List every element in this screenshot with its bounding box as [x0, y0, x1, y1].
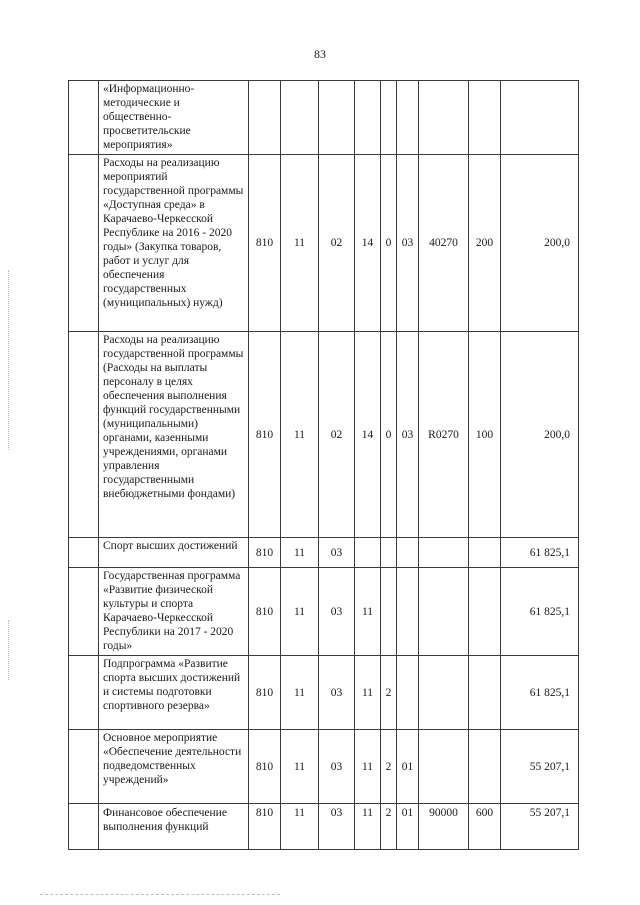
expense-name: Основное мероприятие «Обеспечение деятельности подведомственных учреждений» — [99, 730, 249, 804]
subprogram-code — [381, 538, 397, 568]
section-code: 11 — [281, 656, 319, 730]
program-code: 11 — [355, 730, 381, 804]
expense-type-code: 200 — [469, 155, 501, 332]
table-row — [69, 332, 579, 538]
budget-table — [68, 80, 579, 850]
main-event-code: 03 — [397, 332, 419, 538]
amount: 55 207,1 — [501, 730, 579, 804]
expense-type-code — [469, 656, 501, 730]
amount — [501, 81, 579, 155]
expense-type-code — [469, 568, 501, 656]
row-index-cell — [69, 155, 99, 332]
program-code: 11 — [355, 568, 381, 656]
amount: 200,0 — [501, 155, 579, 332]
table-row — [69, 538, 579, 568]
subsection-code: 03 — [319, 568, 355, 656]
expense-name: «Информационно-методические и общественно-просветительские мероприятия» — [99, 81, 249, 155]
section-code: 11 — [281, 332, 319, 538]
direction-code — [419, 656, 469, 730]
subsection-code: 02 — [319, 332, 355, 538]
amount: 61 825,1 — [501, 656, 579, 730]
footer-rule — [40, 894, 280, 895]
admin-code: 810 — [249, 568, 281, 656]
amount: 55 207,1 — [501, 804, 579, 850]
section-code: 11 — [281, 538, 319, 568]
direction-code — [419, 568, 469, 656]
subsection-code: 03 — [319, 656, 355, 730]
section-code: 11 — [281, 568, 319, 656]
admin-code: 810 — [249, 332, 281, 538]
subprogram-code: 2 — [381, 804, 397, 850]
expense-name: Расходы на реализацию государственной программы (Расходы на выплаты персоналу в целях обеспечения выполнения функций государственными (муниципальными) органами, казенными учреждениями, органами управления государственными внебюджетными фондами) — [99, 332, 249, 538]
expense-type-code — [469, 538, 501, 568]
subprogram-code: 0 — [381, 155, 397, 332]
table-row — [69, 81, 579, 155]
row-index-cell — [69, 568, 99, 656]
main-event-code — [397, 656, 419, 730]
row-index-cell — [69, 656, 99, 730]
admin-code: 810 — [249, 730, 281, 804]
table-row — [69, 656, 579, 730]
expense-type-code: 600 — [469, 804, 501, 850]
program-code: 14 — [355, 155, 381, 332]
subsection-code: 02 — [319, 155, 355, 332]
direction-code — [419, 538, 469, 568]
program-code: 11 — [355, 656, 381, 730]
row-index-cell — [69, 804, 99, 850]
section-code: 11 — [281, 155, 319, 332]
expense-type-code — [469, 81, 501, 155]
subprogram-code — [381, 81, 397, 155]
expense-type-code — [469, 730, 501, 804]
amount: 61 825,1 — [501, 538, 579, 568]
direction-code: R0270 — [419, 332, 469, 538]
program-code — [355, 538, 381, 568]
program-code: 11 — [355, 804, 381, 850]
main-event-code — [397, 538, 419, 568]
expense-name: Государственная программа «Развитие физической культуры и спорта Карачаево-Черкесской Республики на 2017 - 2020 годы» — [99, 568, 249, 656]
row-index-cell — [69, 81, 99, 155]
program-code: 14 — [355, 332, 381, 538]
section-code — [281, 81, 319, 155]
subprogram-code: 2 — [381, 730, 397, 804]
main-event-code: 01 — [397, 730, 419, 804]
subsection-code — [319, 81, 355, 155]
expense-name: Расходы на реализацию мероприятий государственной программы «Доступная среда» в Карачаево-Черкесской Республике на 2016 - 2020 годы» (Закупка товаров, работ и услуг для обеспечения государственных (муниципальных) нужд) — [99, 155, 249, 332]
table-row — [69, 804, 579, 850]
left-margin-dotted-line-lower — [8, 620, 10, 680]
admin-code: 810 — [249, 155, 281, 332]
expense-type-code: 100 — [469, 332, 501, 538]
expense-name: Подпрограмма «Развитие спорта высших достижений и системы подготовки спортивного резерва» — [99, 656, 249, 730]
main-event-code: 01 — [397, 804, 419, 850]
left-margin-dotted-line — [8, 270, 10, 450]
direction-code — [419, 730, 469, 804]
amount: 200,0 — [501, 332, 579, 538]
subprogram-code — [381, 568, 397, 656]
row-index-cell — [69, 332, 99, 538]
subprogram-code: 2 — [381, 656, 397, 730]
main-event-code — [397, 568, 419, 656]
subsection-code: 03 — [319, 730, 355, 804]
direction-code — [419, 81, 469, 155]
amount: 61 825,1 — [501, 568, 579, 656]
table-row — [69, 155, 579, 332]
subsection-code: 03 — [319, 804, 355, 850]
section-code: 11 — [281, 804, 319, 850]
admin-code: 810 — [249, 656, 281, 730]
program-code — [355, 81, 381, 155]
main-event-code: 03 — [397, 155, 419, 332]
row-index-cell — [69, 730, 99, 804]
table-row — [69, 730, 579, 804]
admin-code: 810 — [249, 538, 281, 568]
table-row — [69, 568, 579, 656]
section-code: 11 — [281, 730, 319, 804]
direction-code: 40270 — [419, 155, 469, 332]
page-number: 83 — [314, 47, 326, 61]
expense-name: Спорт высших достижений — [99, 538, 249, 568]
admin-code — [249, 81, 281, 155]
admin-code: 810 — [249, 804, 281, 850]
direction-code: 90000 — [419, 804, 469, 850]
subprogram-code: 0 — [381, 332, 397, 538]
expense-name: Финансовое обеспечение выполнения функций — [99, 804, 249, 850]
main-event-code — [397, 81, 419, 155]
row-index-cell — [69, 538, 99, 568]
subsection-code: 03 — [319, 538, 355, 568]
